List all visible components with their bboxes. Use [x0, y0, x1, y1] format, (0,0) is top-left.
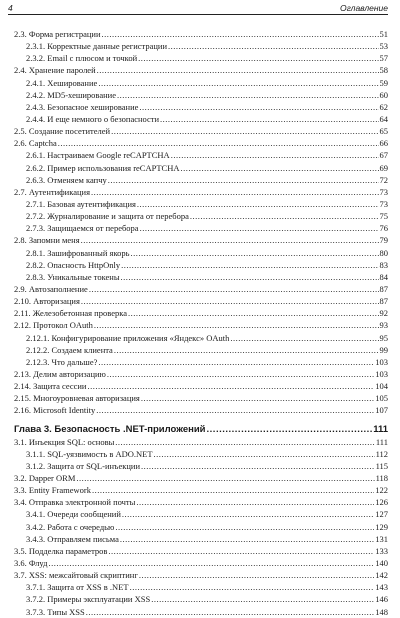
toc-leader-dots [97, 64, 379, 76]
toc-entry-page: 111 [375, 436, 388, 447]
toc-entry-label: 3.4. Отправка электронной почты [14, 497, 136, 508]
toc-entry-label: 2.15. Многоуровневая авторизация [14, 393, 140, 404]
toc-leader-dots [115, 521, 374, 533]
toc-subsection-entry[interactable] [14, 606, 388, 618]
toc-leader-dots [86, 606, 374, 618]
toc-entry-page: 118 [375, 473, 388, 484]
toc-subsection-entry[interactable] [14, 533, 388, 545]
toc-entry-page: 104 [375, 381, 388, 392]
toc-entry-page: 51 [379, 29, 388, 39]
toc-leader-dots [58, 137, 379, 149]
toc-entry-page: 142 [375, 570, 388, 581]
toc-leader-dots [139, 101, 378, 113]
toc-entry-label: 2.14. Защита сессии [14, 381, 87, 392]
toc-entry-page: 65 [379, 126, 388, 137]
toc-entry-page: 80 [379, 247, 388, 258]
toc-entry-label: 2.6.2. Пример использования reCAPTCHA [26, 162, 180, 173]
toc-subsection-entry[interactable] [14, 344, 388, 356]
toc-leader-dots [136, 496, 374, 508]
toc-entry-page: 140 [375, 558, 388, 569]
toc-entry-label: 2.4.2. MD5-хеширование [26, 89, 116, 100]
toc-entry-page: 69 [379, 162, 388, 173]
toc-section-entry[interactable] [14, 569, 388, 581]
toc-section-entry[interactable] [14, 64, 388, 76]
toc-group-chapter-3 [14, 436, 388, 618]
toc-section-entry[interactable] [14, 472, 388, 484]
toc-leader-dots [96, 404, 374, 416]
toc-leader-dots [102, 28, 379, 40]
toc-entry-label: 2.13. Делим авторизацию [14, 368, 106, 379]
toc-entry-label: 3.2. Dapper ORM [14, 473, 76, 484]
toc-entry-page: 87 [379, 283, 388, 294]
toc-leader-dots [87, 380, 374, 392]
toc-section-entry[interactable] [14, 186, 388, 198]
toc-subsection-entry[interactable] [14, 40, 388, 52]
toc-entry-page: 115 [375, 460, 388, 471]
toc-entry-page: 105 [375, 393, 388, 404]
toc-leader-dots [139, 569, 374, 581]
toc-entry-page: 112 [375, 448, 388, 459]
toc-leader-dots [130, 581, 375, 593]
toc-entry-label: 3.7.2. Примеры эксплуатации XSS [26, 594, 151, 605]
toc-entry-label: 2.4.3. Безопасное хеширование [26, 101, 139, 112]
toc-entry-page: 103 [375, 368, 388, 379]
running-header [8, 3, 388, 15]
toc-leader-dots [207, 424, 373, 436]
toc-entry-page: 58 [379, 65, 388, 76]
running-title: Оглавление [339, 3, 388, 13]
toc-subsection-entry[interactable] [14, 521, 388, 533]
toc-subsection-entry[interactable] [14, 247, 388, 259]
toc-entry-page: 92 [379, 308, 388, 319]
toc-section-entry[interactable] [14, 125, 388, 137]
toc-section-entry[interactable] [14, 545, 388, 557]
toc-leader-dots [98, 77, 378, 89]
toc-section-entry[interactable] [14, 137, 388, 149]
toc-leader-dots [108, 545, 374, 557]
toc-entry-label: 3.4.2. Работа с очередью [26, 521, 115, 532]
toc-leader-dots [111, 125, 378, 137]
toc-section-entry[interactable] [14, 380, 388, 392]
toc-subsection-entry[interactable] [14, 581, 388, 593]
toc-entry-label: 2.10. Авторизация [14, 296, 80, 307]
toc-entry-label: 2.12.2. Создаем клиента [26, 344, 113, 355]
toc-section-entry[interactable] [14, 404, 388, 416]
toc-entry-page: 148 [375, 606, 388, 617]
toc-entry-page: 129 [375, 521, 388, 532]
toc-entry-label: 2.12. Протокол OAuth [14, 320, 93, 331]
toc-section-entry[interactable] [14, 307, 388, 319]
toc-entry-page: 131 [375, 533, 388, 544]
toc-entry-label: 2.4. Хранение паролей [14, 65, 96, 76]
toc-entry-label: 3.4.1. Очереди сообщений [26, 509, 121, 520]
toc-entry-label: 2.8.1. Зашифрованный якорь [26, 247, 130, 258]
toc-entry-label: 3.1.2. Защита от SQL-инъекции [26, 460, 140, 471]
toc-entry-label: 2.4.1. Хеширование [26, 77, 98, 88]
toc-entry-label: 2.8.2. Опасность HttpOnly [26, 259, 121, 270]
toc-entry-page: 99 [379, 344, 388, 355]
toc-leader-dots [94, 319, 379, 331]
toc-subsection-entry[interactable] [14, 448, 388, 460]
toc-entry-page: 73 [379, 198, 388, 209]
toc-entry-label: 2.3.2. Email с плюсом и точкой [26, 53, 138, 64]
toc-entry-page: 93 [379, 320, 388, 331]
toc-subsection-entry[interactable] [14, 162, 388, 174]
toc-subsection-entry[interactable] [14, 508, 388, 520]
toc-entry-label: 3.4.3. Отправляем письма [26, 533, 119, 544]
toc-entry-page: 95 [379, 332, 388, 343]
toc-leader-dots [138, 52, 378, 64]
toc-subsection-entry[interactable] [14, 332, 388, 344]
toc-entry-label: 3.5. Подделка параметров [14, 545, 108, 556]
toc-leader-dots [117, 89, 379, 101]
toc-entry-page: 59 [379, 77, 388, 88]
toc-subsection-entry[interactable] [14, 174, 388, 186]
toc-entry-label: 2.7.1. Базовая аутентификация [26, 198, 136, 209]
toc-entry-page: 76 [379, 223, 388, 234]
toc-entry-page: 122 [375, 485, 388, 496]
toc-entry-label: 3.7.1. Защита от XSS в .NET [26, 582, 129, 593]
toc-subsection-entry[interactable] [14, 271, 388, 283]
toc-entry-page: 143 [375, 582, 388, 593]
toc-subsection-entry[interactable] [14, 113, 388, 125]
toc-chapter-heading[interactable] [14, 424, 388, 436]
toc-entry-page: 87 [379, 296, 388, 307]
toc-entry-page: 67 [379, 150, 388, 161]
toc-subsection-entry[interactable] [14, 198, 388, 210]
toc-subsection-entry[interactable] [14, 259, 388, 271]
toc-entry-page: 64 [379, 113, 388, 124]
toc-entry-label: 2.7. Аутентификация [14, 186, 90, 197]
toc-entry-label: 3.7.3. Типы XSS [26, 606, 85, 617]
toc-entry-page: 111 [373, 423, 388, 435]
toc-entry-page: 66 [379, 138, 388, 149]
toc-leader-dots [76, 472, 374, 484]
toc-leader-dots [107, 368, 374, 380]
toc-subsection-entry[interactable] [14, 77, 388, 89]
toc-entry-label: 2.11. Железобетонная проверка [14, 308, 127, 319]
toc-entry-label: 3.3. Entity Framework [14, 485, 91, 496]
toc-entry-label: 3.6. Флуд [14, 558, 48, 569]
toc-leader-dots [160, 113, 378, 125]
toc-entry-label: 2.16. Microsoft Identity [14, 405, 96, 416]
toc-leader-dots [151, 593, 374, 605]
toc-entry-page: 72 [379, 174, 388, 185]
toc-entry-page: 79 [379, 235, 388, 246]
toc-entry-page: 60 [379, 89, 388, 100]
toc-section-entry[interactable] [14, 484, 388, 496]
toc-entry-label: 2.8. Запомни меня [14, 235, 80, 246]
toc-entry-page: 107 [375, 405, 388, 416]
toc-section-entry[interactable] [14, 392, 388, 404]
toc-entry-page: 133 [375, 545, 388, 556]
toc-entry-label: 2.6.1. Настраиваем Google reCAPTCHA [26, 150, 170, 161]
toc-leader-dots [121, 259, 378, 271]
toc-leader-dots [92, 484, 374, 496]
toc-leader-dots [141, 460, 375, 472]
toc-entry-page: 75 [379, 211, 388, 222]
toc-leader-dots [122, 508, 374, 520]
toc-entry-label: 2.9. Автозаполнение [14, 283, 88, 294]
page-number: 4 [8, 3, 13, 13]
toc-entry-page: 57 [379, 53, 388, 64]
toc-leader-dots [171, 149, 379, 161]
toc-leader-dots [121, 271, 379, 283]
toc-subsection-entry[interactable] [14, 222, 388, 234]
toc-leader-dots [128, 307, 379, 319]
toc-entry-label: Глава 3. Безопасность .NET-приложений [14, 423, 206, 435]
toc-leader-dots [190, 210, 379, 222]
toc-section-entry[interactable] [14, 436, 388, 448]
toc-leader-dots [168, 40, 378, 52]
toc-section-entry[interactable] [14, 28, 388, 40]
toc-leader-dots [137, 198, 379, 210]
toc-subsection-entry[interactable] [14, 593, 388, 605]
toc-entry-label: 2.5. Создание посетителей [14, 126, 111, 137]
toc-subsection-entry[interactable] [14, 460, 388, 472]
toc-section-entry[interactable] [14, 283, 388, 295]
toc-entry-label: 2.12.1. Конфигурирование приложения «Яндекс» OAuth [26, 332, 230, 343]
toc-section-entry[interactable] [14, 557, 388, 569]
toc-entry-label: 3.7. XSS: межсайтовый скриптинг [14, 570, 138, 581]
toc-entry-label: 2.7.2. Журналирование и защита от перебора [26, 211, 189, 222]
toc-subsection-entry[interactable] [14, 356, 388, 368]
toc-leader-dots [48, 557, 374, 569]
toc-entry-page: 53 [379, 41, 388, 52]
toc-leader-dots [120, 533, 374, 545]
toc-section-entry[interactable] [14, 319, 388, 331]
toc-entry-label: 3.1.1. SQL-уязвимость в ADO.NET [26, 448, 153, 459]
toc-entry-label: 2.7.3. Защищаемся от перебора [26, 223, 139, 234]
toc-leader-dots [180, 162, 378, 174]
toc-leader-dots [230, 332, 378, 344]
toc-entry-page: 146 [375, 594, 388, 605]
toc-leader-dots [98, 356, 374, 368]
toc-section-entry[interactable] [14, 295, 388, 307]
toc-subsection-entry[interactable] [14, 89, 388, 101]
toc-entry-page: 84 [379, 271, 388, 282]
toc-leader-dots [114, 344, 379, 356]
toc-subsection-entry[interactable] [14, 210, 388, 222]
toc-entry-label: 2.6. Captcha [14, 138, 57, 149]
toc-entry-page: 62 [379, 101, 388, 112]
toc-leader-dots [115, 436, 375, 448]
toc-leader-dots [91, 186, 379, 198]
toc-leader-dots [89, 283, 379, 295]
toc-entry-page: 103 [375, 356, 388, 367]
toc-entry-label: 2.3.1. Корректные данные регистрации [26, 41, 168, 52]
toc-entry-page: 73 [379, 186, 388, 197]
toc-leader-dots [81, 295, 379, 307]
toc-group-chapter-2 [14, 28, 388, 417]
toc-entry-label: 2.3. Форма регистрации [14, 29, 101, 39]
toc-entry-page: 127 [375, 509, 388, 520]
toc-entry-label: 3.1. Инъекция SQL: основы [14, 436, 115, 447]
toc-entry-label: 2.6.3. Отменяем капчу [26, 174, 107, 185]
toc-entry-page: 126 [375, 497, 388, 508]
toc-entry-label: 2.12.3. Что дальше? [26, 356, 98, 367]
toc-entry-label: 2.8.3. Уникальные токены [26, 271, 120, 282]
toc-subsection-entry[interactable] [14, 101, 388, 113]
toc-section-entry[interactable] [14, 368, 388, 380]
toc-leader-dots [108, 174, 379, 186]
toc-leader-dots [154, 448, 375, 460]
toc-leader-dots [140, 222, 379, 234]
toc-entry-page: 83 [379, 259, 388, 270]
toc-subsection-entry[interactable] [14, 149, 388, 161]
toc-leader-dots [141, 392, 374, 404]
toc-leader-dots [81, 234, 379, 246]
toc-subsection-entry[interactable] [14, 52, 388, 64]
toc-entry-label: 2.4.4. И еще немного о безопасности [26, 113, 160, 124]
toc-section-entry[interactable] [14, 234, 388, 246]
toc-section-entry[interactable] [14, 496, 388, 508]
table-of-contents [14, 28, 388, 618]
toc-leader-dots [131, 247, 379, 259]
